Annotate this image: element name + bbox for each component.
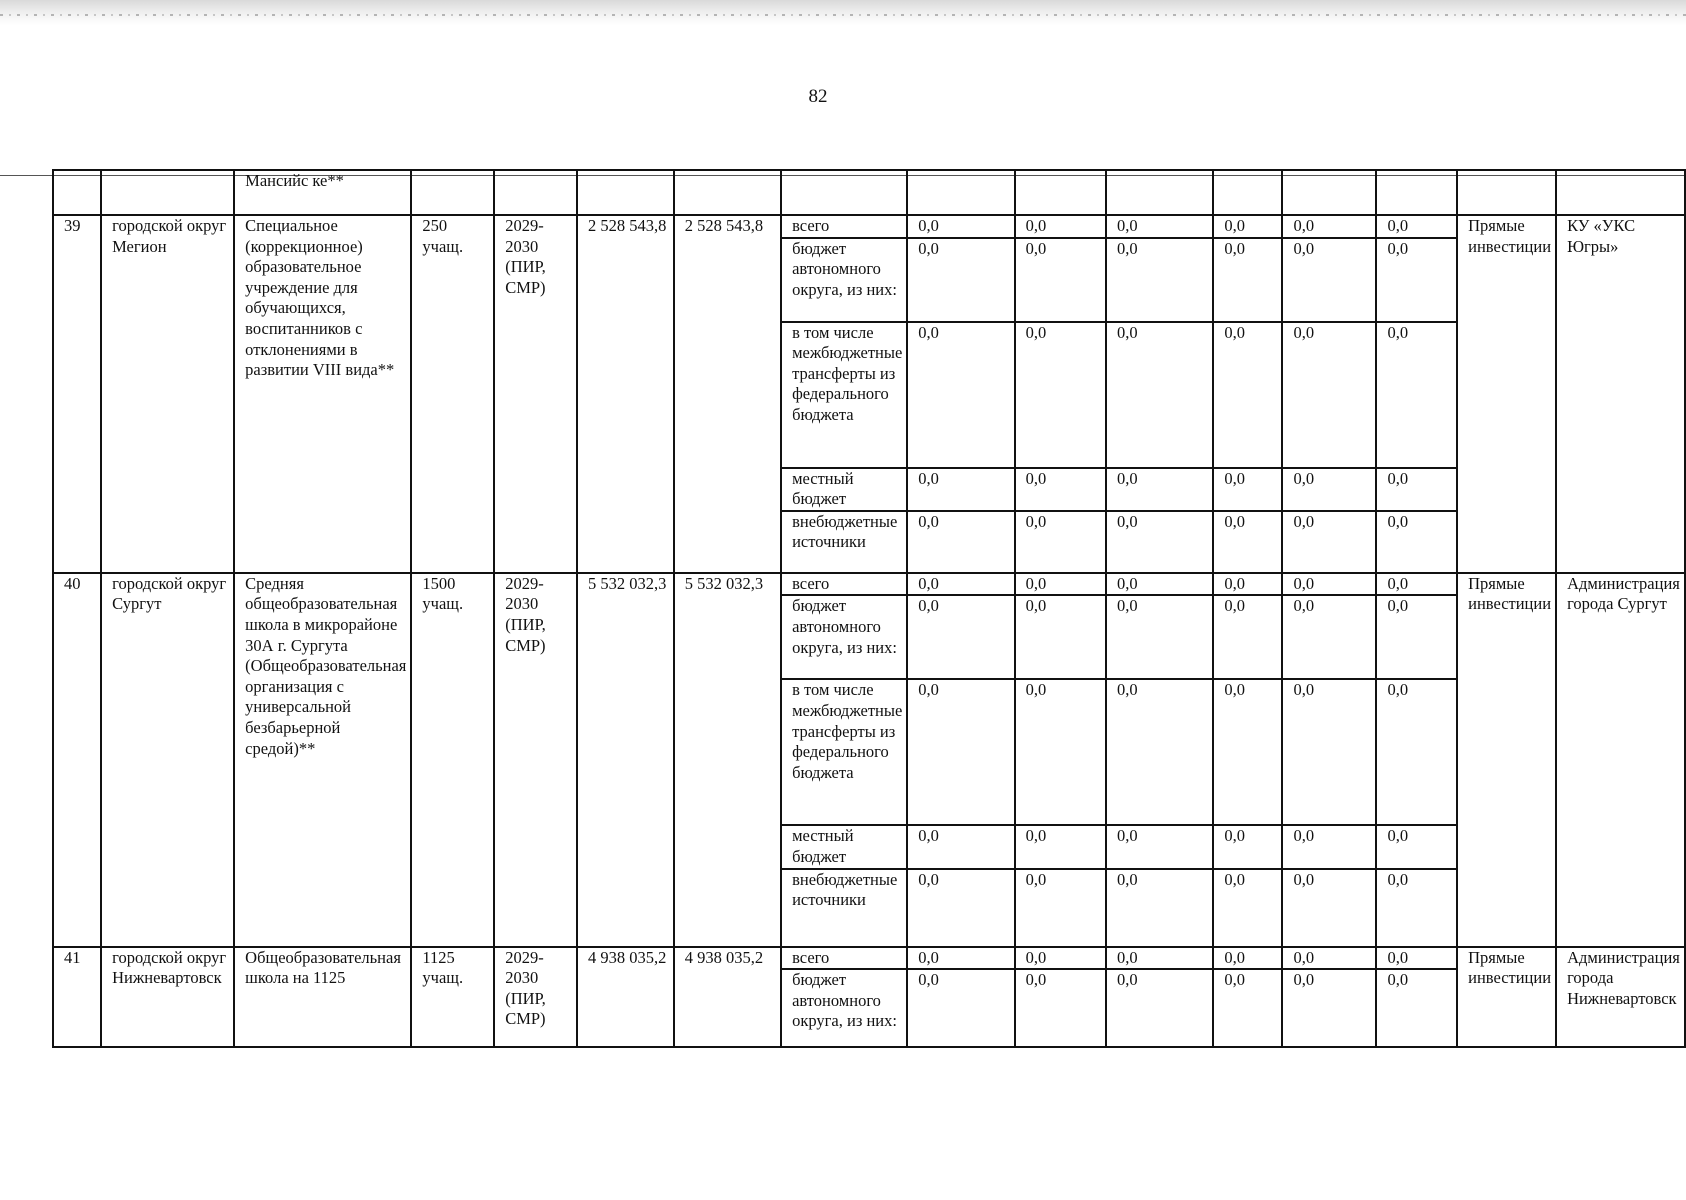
cell-object: Специальное (коррекционное) образовательное учреждение для обучающихся, воспитанников с отклонениями в развитии VIII вида**	[234, 215, 411, 573]
cell-value: 0,0	[907, 215, 1014, 238]
cell-source: всего	[781, 947, 907, 970]
cell-value: 0,0	[1015, 679, 1106, 825]
cell-value: 0,0	[1282, 679, 1376, 825]
cell-value: 0,0	[1282, 969, 1376, 1047]
cell-source: внебюджетные источники	[781, 869, 907, 947]
cell-customer: Администрация города Нижневартовск	[1556, 947, 1685, 1048]
cell-value: 0,0	[907, 511, 1014, 573]
cell-value: 0,0	[907, 947, 1014, 970]
cell-value: 0,0	[1376, 322, 1457, 468]
cell-no: 39	[53, 215, 101, 573]
cell-period: 2029-2030 (ПИР, СМР)	[494, 947, 577, 1048]
cell-value: 0,0	[1106, 595, 1213, 679]
cell-value: 0,0	[1213, 595, 1282, 679]
cell-value: 0,0	[1106, 511, 1213, 573]
cell-value: 0,0	[907, 595, 1014, 679]
cell-source: внебюджетные источники	[781, 511, 907, 573]
cell-capacity: 1125 учащ.	[411, 947, 494, 1048]
cell-customer: Администрация города Сургут	[1556, 573, 1685, 947]
cell-no	[53, 170, 101, 215]
cell-source: бюджет автономного округа, из них:	[781, 969, 907, 1047]
cell-value: 0,0	[1376, 215, 1457, 238]
cell-source: в том числе межбюджетные трансферты из федерального бюджета	[781, 322, 907, 468]
cell-capacity: 250 учащ.	[411, 215, 494, 573]
cell-value: 0,0	[1106, 969, 1213, 1047]
cell-period: 2029-2030 (ПИР, СМР)	[494, 215, 577, 573]
cell	[577, 170, 674, 215]
cell-object: Мансийс ке**	[234, 170, 411, 215]
cell-value: 0,0	[1213, 947, 1282, 970]
cell	[1282, 170, 1376, 215]
cell-value: 0,0	[1213, 825, 1282, 868]
cell-value: 0,0	[907, 468, 1014, 511]
cell-source: местный бюджет	[781, 468, 907, 511]
cell-value: 0,0	[1376, 511, 1457, 573]
cell-value: 0,0	[907, 869, 1014, 947]
cell-object: Общеобразовательная школа на 1125	[234, 947, 411, 1048]
cell-remaining-cost: 2 528 543,8	[674, 215, 781, 573]
cell-remaining-cost: 4 938 035,2	[674, 947, 781, 1048]
cell	[1106, 170, 1213, 215]
table-row	[53, 215, 1685, 238]
cell-value: 0,0	[1376, 573, 1457, 596]
cell-source: бюджет автономного округа, из них:	[781, 595, 907, 679]
cell-value: 0,0	[1213, 969, 1282, 1047]
cell	[1556, 170, 1685, 215]
cell-value: 0,0	[1282, 238, 1376, 322]
cell	[674, 170, 781, 215]
cell-no: 41	[53, 947, 101, 1048]
cell-estimated-cost: 5 532 032,3	[577, 573, 674, 947]
cell-estimated-cost: 2 528 543,8	[577, 215, 674, 573]
cell-value: 0,0	[1376, 468, 1457, 511]
cell-value: 0,0	[1282, 322, 1376, 468]
cell-period: 2029-2030 (ПИР, СМР)	[494, 573, 577, 947]
cell-value: 0,0	[1106, 869, 1213, 947]
cell-municipality: городской округ Нижневартовск	[101, 947, 234, 1048]
cell-value: 0,0	[1376, 825, 1457, 868]
cell-source: в том числе межбюджетные трансферты из федерального бюджета	[781, 679, 907, 825]
cell-municipality	[101, 170, 234, 215]
cell-value: 0,0	[1213, 573, 1282, 596]
cell-value: 0,0	[1106, 215, 1213, 238]
cell	[1457, 170, 1556, 215]
cell-mechanism: Прямые инвестиции	[1457, 573, 1556, 947]
cell-mechanism: Прямые инвестиции	[1457, 215, 1556, 573]
cell-value: 0,0	[1282, 947, 1376, 970]
cell-value: 0,0	[1015, 969, 1106, 1047]
cell-value: 0,0	[1015, 947, 1106, 970]
cell	[1015, 170, 1106, 215]
cell-value: 0,0	[1376, 969, 1457, 1047]
cell-value: 0,0	[1106, 573, 1213, 596]
cell-value: 0,0	[1376, 947, 1457, 970]
cell-value: 0,0	[1213, 322, 1282, 468]
cell-value: 0,0	[907, 825, 1014, 868]
cell-source: бюджет автономного округа, из них:	[781, 238, 907, 322]
cell	[907, 170, 1014, 215]
cell-remaining-cost: 5 532 032,3	[674, 573, 781, 947]
table-row	[53, 573, 1685, 596]
scan-edge-artifact	[0, 0, 1686, 26]
cell-value: 0,0	[1213, 869, 1282, 947]
table-row	[53, 947, 1685, 970]
cell-value: 0,0	[1282, 573, 1376, 596]
cell-value: 0,0	[1282, 468, 1376, 511]
cell-value: 0,0	[1376, 238, 1457, 322]
cell-value: 0,0	[1282, 595, 1376, 679]
cell-value: 0,0	[1282, 215, 1376, 238]
cell-value: 0,0	[1376, 869, 1457, 947]
cell-object: Средняя общеобразовательная школа в микрорайоне 30А г. Сургута (Общеобразовательная организация с универсальной безбарьерной средой)**	[234, 573, 411, 947]
cell-source: всего	[781, 573, 907, 596]
cell-value: 0,0	[907, 322, 1014, 468]
cell-value: 0,0	[907, 573, 1014, 596]
cell-value: 0,0	[1282, 869, 1376, 947]
page-number: 82	[808, 86, 828, 107]
cell-mechanism: Прямые инвестиции	[1457, 947, 1556, 1048]
cell-value: 0,0	[1282, 825, 1376, 868]
cell	[781, 170, 907, 215]
cell-value: 0,0	[907, 679, 1014, 825]
cell-value: 0,0	[1015, 215, 1106, 238]
cell-value: 0,0	[1106, 825, 1213, 868]
cell-value: 0,0	[1213, 238, 1282, 322]
cell-municipality: городской округ Сургут	[101, 573, 234, 947]
cell-value: 0,0	[1015, 322, 1106, 468]
cell-municipality: городской округ Мегион	[101, 215, 234, 573]
cell	[411, 170, 494, 215]
cell-value: 0,0	[1106, 238, 1213, 322]
cell-value: 0,0	[1282, 511, 1376, 573]
cell-source: всего	[781, 215, 907, 238]
cell	[494, 170, 577, 215]
cell-value: 0,0	[1106, 679, 1213, 825]
cell-value: 0,0	[1015, 238, 1106, 322]
cell-no: 40	[53, 573, 101, 947]
cell-value: 0,0	[1015, 468, 1106, 511]
cell-value: 0,0	[1015, 869, 1106, 947]
cell-value: 0,0	[1213, 468, 1282, 511]
cell-estimated-cost: 4 938 035,2	[577, 947, 674, 1048]
cell-source: местный бюджет	[781, 825, 907, 868]
table-row	[53, 170, 1685, 215]
cell-value: 0,0	[1106, 468, 1213, 511]
cell-capacity: 1500 учащ.	[411, 573, 494, 947]
cell-value: 0,0	[907, 238, 1014, 322]
cell-value: 0,0	[907, 969, 1014, 1047]
cell-value: 0,0	[1015, 595, 1106, 679]
cell-value: 0,0	[1376, 595, 1457, 679]
cell-value: 0,0	[1015, 573, 1106, 596]
cell	[1376, 170, 1457, 215]
cell-value: 0,0	[1015, 511, 1106, 573]
cell-value: 0,0	[1106, 322, 1213, 468]
cell-value: 0,0	[1106, 947, 1213, 970]
investment-objects-table	[52, 169, 1686, 1048]
cell-value: 0,0	[1376, 679, 1457, 825]
cell-value: 0,0	[1213, 215, 1282, 238]
cell	[1213, 170, 1282, 215]
cell-customer: КУ «УКС Югры»	[1556, 215, 1685, 573]
cell-value: 0,0	[1213, 679, 1282, 825]
cell-value: 0,0	[1213, 511, 1282, 573]
cell-value: 0,0	[1015, 825, 1106, 868]
